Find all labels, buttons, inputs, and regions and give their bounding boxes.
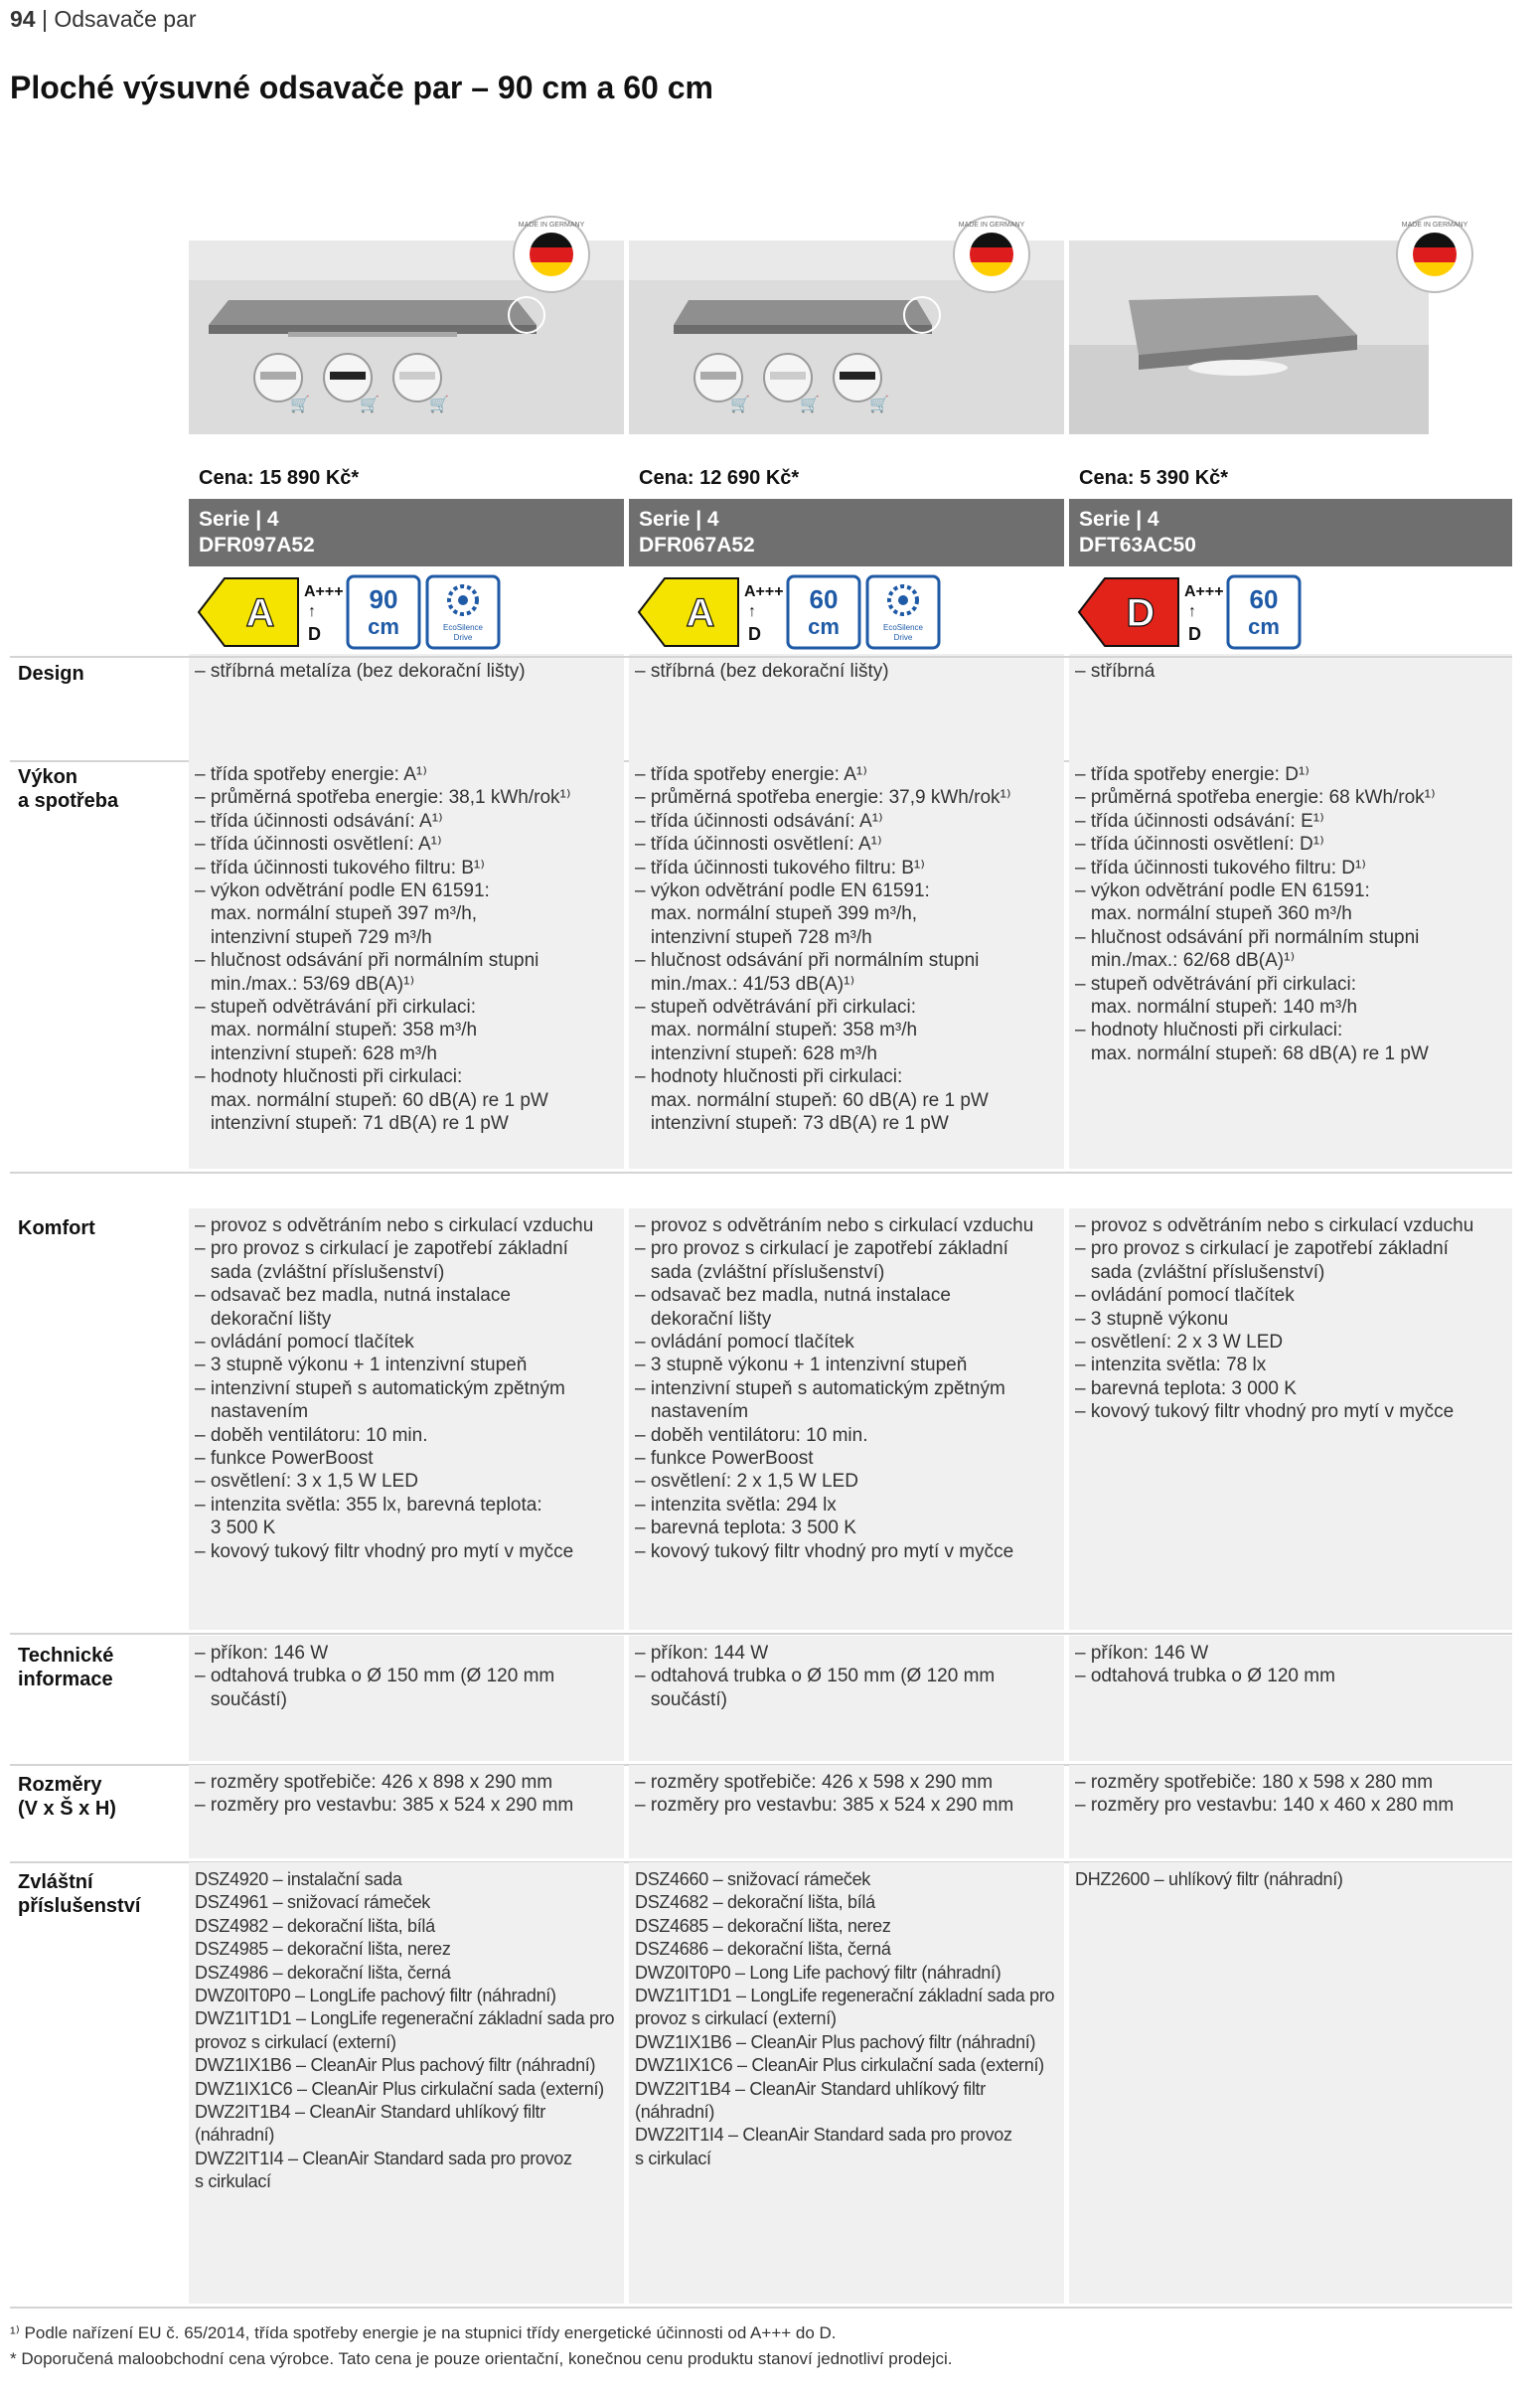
energy-class-label (639, 576, 784, 648)
svg-text:EcoSilence: EcoSilence (882, 623, 924, 632)
price-1: Cena: 15 890 Kč* (199, 467, 360, 489)
row-label-line: (V x Š x H) (18, 1798, 116, 1820)
footnote-energy: ¹⁾ Podle nařízení EU č. 65/2014, třída spotřeby energie je na stupnici třídy energetické účinnosti od A+++ do D. (10, 2323, 837, 2342)
spec-line: – rozměry spotřebiče: 180 x 598 x 280 mm (1075, 1772, 1434, 1793)
spec-line: max. normální stupeň 360 m³/h (1075, 903, 1352, 925)
spec-line: – rozměry pro vestavbu: 385 x 524 x 290 mm (635, 1795, 1014, 1817)
serie-header-1 (189, 499, 624, 566)
svg-text:60: 60 (1249, 584, 1279, 614)
spec-line: – 3 stupně výkonu (1075, 1308, 1229, 1330)
spec-line: – třída účinnosti odsávání: E¹⁾ (1075, 810, 1324, 832)
svg-text:A: A (245, 591, 275, 635)
spec-line: (náhradní) (195, 2125, 275, 2146)
spec-cell (629, 1771, 1064, 1818)
svg-text:A+++: A+++ (744, 583, 784, 600)
spec-line: – 3 stupně výkonu + 1 intenzivní stupeň (635, 1355, 968, 1376)
row-label-line: Design (18, 663, 84, 685)
spec-line: – odsavač bez madla, nutná instalace (635, 1285, 951, 1307)
spec-line: – odtahová trubka o Ø 150 mm (Ø 120 mm (635, 1666, 996, 1687)
spec-line: – průměrná spotřeba energie: 38,1 kWh/rok¹⁾ (195, 787, 571, 809)
svg-text:Drive: Drive (893, 633, 913, 642)
spec-line: – intenzita světla: 294 lx (635, 1494, 837, 1516)
spec-line: nastavením (195, 1401, 309, 1423)
spec-line: – třída spotřeby energie: D¹⁾ (1075, 764, 1309, 785)
svg-text:MADE IN GERMANY: MADE IN GERMANY (1401, 222, 1468, 229)
spec-cell (1069, 1214, 1512, 1424)
spec-line: – třída účinnosti osvětlení: A¹⁾ (635, 834, 882, 856)
spec-line: max. normální stupeň: 358 m³/h (195, 1020, 478, 1041)
spec-line: – ovládání pomocí tlačítek (195, 1332, 414, 1354)
spec-cell (629, 763, 1064, 1136)
spec-line: – výkon odvětrání podle EN 61591: (195, 880, 490, 902)
page-number: 94 (10, 6, 36, 32)
spec-line: – výkon odvětrání podle EN 61591: (1075, 880, 1370, 902)
svg-text:90: 90 (369, 584, 398, 614)
spec-line: – stříbrná (1075, 661, 1155, 682)
svg-text:D: D (308, 624, 321, 644)
spec-line: min./max.: 41/53 dB(A)¹⁾ (635, 973, 855, 995)
spec-line: – průměrná spotřeba energie: 68 kWh/rok¹⁾ (1075, 787, 1436, 809)
spec-line: – osvětlení: 2 x 3 W LED (1075, 1332, 1284, 1354)
spec-line: intenzivní stupeň: 628 m³/h (635, 1042, 877, 1064)
spec-line: DWZ1IX1C6 – CleanAir Plus cirkulační sada (externí) (635, 2055, 1044, 2076)
svg-text:EcoSilence: EcoSilence (442, 623, 484, 632)
footnote-price: * Doporučená maloobchodní cena výrobce. Tato cena je pouze orientační, konečnou cenu produktu stanoví jednotliví prodejci. (10, 2349, 953, 2368)
spec-line: – příkon: 144 W (635, 1643, 769, 1664)
spec-line: sada (zvláštní příslušenství) (1075, 1261, 1325, 1283)
ecosilence-drive-icon (427, 576, 499, 648)
spec-line: – rozměry pro vestavbu: 385 x 524 x 290 mm (195, 1795, 574, 1817)
spec-line: – osvětlení: 2 x 1,5 W LED (635, 1471, 858, 1493)
spec-line: – 3 stupně výkonu + 1 intenzivní stupeň (195, 1355, 528, 1376)
spec-line: DSZ4961 – snižovací rámeček (195, 1892, 431, 1913)
spec-line: max. normální stupeň 399 m³/h, (635, 903, 918, 925)
spec-line: – třída účinnosti tukového filtru: B¹⁾ (195, 857, 485, 878)
svg-text:D: D (748, 624, 761, 644)
spec-line: DSZ4660 – snižovací rámeček (635, 1869, 871, 1889)
spec-line: – intenzivní stupeň s automatickým zpětným (195, 1377, 565, 1399)
svg-text:cm: cm (808, 614, 840, 639)
spec-line: – stříbrná metalíza (bez dekorační lišty) (195, 661, 526, 682)
spec-line: sada (zvláštní příslušenství) (635, 1261, 885, 1283)
price-2: Cena: 12 690 Kč* (639, 467, 800, 489)
row-label-line: informace (18, 1669, 113, 1690)
spec-line: – hlučnost odsávání při normálním stupni (635, 950, 980, 972)
row-divider (10, 1633, 1512, 1635)
spec-cell (629, 1868, 1064, 2170)
spec-line: – barevná teplota: 3 500 K (635, 1517, 856, 1539)
width-icon (788, 576, 859, 648)
model-number: DFT63AC50 (1079, 534, 1196, 557)
labels-2 (629, 572, 1064, 652)
spec-line: – průměrná spotřeba energie: 37,9 kWh/rok¹⁾ (635, 787, 1011, 809)
spec-cell (189, 1214, 624, 1563)
spec-line: – pro provoz s cirkulací je zapotřebí základní (1075, 1238, 1449, 1260)
row-label-line: Rozměry (18, 1774, 102, 1796)
row-label (18, 1216, 95, 1240)
spec-cell (629, 1642, 1064, 1711)
spec-line: provoz s cirkulací (externí) (195, 2031, 396, 2052)
spec-line: – intenzita světla: 78 lx (1075, 1355, 1267, 1376)
product-image-3 (1069, 240, 1429, 434)
spec-cell (629, 660, 1064, 683)
spec-line: DSZ4982 – dekorační lišta, bílá (195, 1915, 435, 1936)
spec-line: – kovový tukový filtr vhodný pro mytí v myčce (635, 1540, 1014, 1562)
row-label-line: příslušenství (18, 1895, 141, 1917)
spec-line: – provoz s odvětráním nebo s cirkulací vzduchu (1075, 1215, 1474, 1236)
svg-text:🛒: 🛒 (869, 397, 889, 413)
spec-line: max. normální stupeň: 68 dB(A) re 1 pW (1075, 1042, 1429, 1064)
page-title: Ploché výsuvné odsavače par – 90 cm a 60 cm (10, 70, 713, 105)
spec-line: – třída účinnosti osvětlení: D¹⁾ (1075, 834, 1324, 856)
spec-line: – doběh ventilátoru: 10 min. (195, 1424, 428, 1446)
spec-line: DSZ4686 – dekorační lišta, černá (635, 1939, 891, 1960)
spec-line: – pro provoz s cirkulací je zapotřebí základní (195, 1238, 568, 1260)
svg-text:MADE IN GERMANY: MADE IN GERMANY (518, 222, 585, 229)
spec-line: – stupeň odvětrávání při cirkulaci: (635, 997, 917, 1019)
spec-line: – barevná teplota: 3 000 K (1075, 1377, 1297, 1399)
made-in-germany-badge-1 (512, 215, 591, 294)
row-divider (10, 2307, 1512, 2309)
width-icon (348, 576, 419, 648)
spec-line: min./max.: 62/68 dB(A)¹⁾ (1075, 950, 1296, 972)
svg-text:↑: ↑ (308, 603, 316, 620)
spec-line: – stupeň odvětrávání při cirkulaci: (1075, 973, 1357, 995)
spec-cell (1069, 763, 1512, 1065)
spec-line: DWZ2IT1B4 – CleanAir Standard uhlíkový filtr (195, 2102, 545, 2123)
spec-line: provoz s cirkulací (externí) (635, 2008, 837, 2029)
spec-line: DSZ4685 – dekorační lišta, nerez (635, 1915, 891, 1936)
spec-line: – rozměry pro vestavbu: 140 x 460 x 280 mm (1075, 1795, 1455, 1817)
energy-class-label (1079, 576, 1224, 648)
page-header (10, 6, 197, 33)
section-title: Odsavače par (54, 6, 197, 32)
made-in-germany-badge-3 (1395, 215, 1474, 294)
svg-text:Drive: Drive (453, 633, 473, 642)
row-label (18, 1773, 116, 1821)
svg-text:🛒: 🛒 (360, 397, 380, 413)
model-number: DFR067A52 (639, 534, 755, 557)
spec-line: DWZ1IT1D1 – LongLife regenerační základní sada pro (195, 2008, 615, 2029)
spec-line: – kovový tukový filtr vhodný pro mytí v myčce (1075, 1401, 1455, 1423)
spec-line: s cirkulací (195, 2171, 271, 2192)
table-top-divider (10, 656, 1512, 658)
spec-line: nastavením (635, 1401, 749, 1423)
row-label (18, 765, 118, 813)
spec-cell (189, 1868, 624, 2194)
spec-line: DWZ2IT1I4 – CleanAir Standard sada pro provoz (195, 2148, 572, 2168)
spec-line: max. normální stupeň: 60 dB(A) re 1 pW (635, 1089, 989, 1111)
spec-line: – odtahová trubka o Ø 120 mm (1075, 1666, 1335, 1687)
spec-line: – třída spotřeby energie: A¹⁾ (195, 764, 427, 785)
header-separator: | (41, 6, 48, 32)
spec-line: 3 500 K (195, 1517, 276, 1539)
spec-line: – třída účinnosti tukového filtru: B¹⁾ (635, 857, 925, 878)
row-label-line: Komfort (18, 1217, 95, 1239)
ecosilence-drive-icon (867, 576, 939, 648)
spec-line: DWZ0IT0P0 – Long Life pachový filtr (náhradní) (635, 1962, 1001, 1983)
spec-line: DWZ0IT0P0 – LongLife pachový filtr (náhradní) (195, 1986, 556, 2006)
labels-3 (1069, 572, 1512, 652)
spec-line: intenzivní stupeň 729 m³/h (195, 926, 432, 948)
svg-text:cm: cm (368, 614, 399, 639)
svg-text:↑: ↑ (1188, 603, 1196, 620)
serie-label: Serie | 4 (1079, 508, 1159, 531)
spec-line: DSZ4986 – dekorační lišta, černá (195, 1962, 451, 1983)
spec-line: – funkce PowerBoost (195, 1448, 374, 1470)
spec-line: max. normální stupeň 397 m³/h, (195, 903, 478, 925)
spec-line: intenzivní stupeň 728 m³/h (635, 926, 872, 948)
spec-line: DHZ2600 – uhlíkový filtr (náhradní) (1075, 1869, 1343, 1889)
energy-class-label (199, 576, 344, 648)
spec-line: – třída spotřeby energie: A¹⁾ (635, 764, 867, 785)
spec-line: – třída účinnosti osvětlení: A¹⁾ (195, 834, 442, 856)
spec-line: DWZ1IX1B6 – CleanAir Plus pachový filtr (náhradní) (635, 2031, 1036, 2052)
serie-header-2 (629, 499, 1064, 566)
spec-line: – hlučnost odsávání při normálním stupni (195, 950, 539, 972)
row-label (18, 1870, 140, 1918)
spec-line: – provoz s odvětráním nebo s cirkulací vzduchu (635, 1215, 1034, 1236)
spec-line: intenzivní stupeň: 73 dB(A) re 1 pW (635, 1113, 949, 1135)
spec-line: DWZ1IT1D1 – LongLife regenerační základní sada pro (635, 1986, 1055, 2006)
spec-line: max. normální stupeň: 60 dB(A) re 1 pW (195, 1089, 548, 1111)
spec-line: – ovládání pomocí tlačítek (635, 1332, 854, 1354)
spec-line: – hlučnost odsávání při normálním stupni (1075, 926, 1420, 948)
spec-line: – hodnoty hlučnosti při cirkulaci: (195, 1066, 463, 1088)
spec-line: intenzivní stupeň: 71 dB(A) re 1 pW (195, 1113, 509, 1135)
spec-line: intenzivní stupeň: 628 m³/h (195, 1042, 437, 1064)
spec-line: – rozměry spotřebiče: 426 x 898 x 290 mm (195, 1772, 553, 1793)
spec-line: – odtahová trubka o Ø 150 mm (Ø 120 mm (195, 1666, 555, 1687)
spec-cell (189, 1642, 624, 1711)
spec-cell (1069, 1771, 1512, 1818)
row-label-line: Výkon (18, 766, 78, 788)
spec-line: – stříbrná (bez dekorační lišty) (635, 661, 889, 682)
svg-text:↑: ↑ (748, 603, 756, 620)
svg-text:D: D (1126, 591, 1155, 635)
svg-text:🛒: 🛒 (429, 397, 449, 413)
spec-line: s cirkulací (635, 2148, 711, 2168)
spec-line: – třída účinnosti odsávání: A¹⁾ (635, 810, 883, 832)
spec-line: – kovový tukový filtr vhodný pro mytí v myčce (195, 1540, 574, 1562)
spec-line: sada (zvláštní příslušenství) (195, 1261, 445, 1283)
spec-line: dekorační lišty (635, 1308, 772, 1330)
row-label (18, 1644, 113, 1691)
spec-line: DSZ4985 – dekorační lišta, nerez (195, 1939, 451, 1960)
serie-header-3 (1069, 499, 1512, 566)
spec-line: DWZ2IT1B4 – CleanAir Standard uhlíkový filtr (635, 2078, 986, 2099)
spec-cell (629, 1214, 1064, 1563)
spec-line: – výkon odvětrání podle EN 61591: (635, 880, 930, 902)
row-divider (10, 1172, 1512, 1174)
spec-line: – příkon: 146 W (195, 1643, 329, 1664)
svg-text:🛒: 🛒 (290, 397, 310, 413)
spec-line: – třída účinnosti tukového filtru: D¹⁾ (1075, 857, 1366, 878)
spec-cell (1069, 1868, 1512, 1891)
spec-line: – příkon: 146 W (1075, 1643, 1209, 1664)
spec-line: – třída účinnosti odsávání: A¹⁾ (195, 810, 443, 832)
svg-text:🛒: 🛒 (800, 397, 820, 413)
price-3: Cena: 5 390 Kč* (1079, 467, 1229, 489)
serie-label: Serie | 4 (639, 508, 719, 531)
spec-line: – hodnoty hlučnosti při cirkulaci: (1075, 1020, 1343, 1041)
svg-text:A: A (686, 591, 715, 635)
labels-1 (189, 572, 624, 652)
spec-cell (189, 763, 624, 1136)
row-label-line: a spotřeba (18, 790, 119, 812)
spec-line: DSZ4920 – instalační sada (195, 1869, 402, 1889)
spec-line: – intenzita světla: 355 lx, barevná teplota: (195, 1494, 542, 1516)
spec-cell (189, 1771, 624, 1818)
svg-text:A+++: A+++ (304, 583, 344, 600)
spec-line: – ovládání pomocí tlačítek (1075, 1285, 1295, 1307)
svg-text:🛒: 🛒 (730, 397, 750, 413)
spec-line: – intenzivní stupeň s automatickým zpětným (635, 1377, 1005, 1399)
svg-text:A+++: A+++ (1184, 583, 1224, 600)
spec-cell (1069, 1642, 1512, 1688)
spec-line: dekorační lišty (195, 1308, 332, 1330)
svg-text:60: 60 (809, 584, 839, 614)
spec-line: max. normální stupeň: 140 m³/h (1075, 997, 1358, 1019)
spec-line: – stupeň odvětrávání při cirkulaci: (195, 997, 477, 1019)
serie-label: Serie | 4 (199, 508, 279, 531)
spec-line: součástí) (195, 1688, 287, 1710)
model-number: DFR097A52 (199, 534, 315, 557)
svg-text:D: D (1188, 624, 1201, 644)
spec-line: DSZ4682 – dekorační lišta, bílá (635, 1892, 875, 1913)
spec-line: min./max.: 53/69 dB(A)¹⁾ (195, 973, 415, 995)
svg-text:MADE IN GERMANY: MADE IN GERMANY (958, 222, 1025, 229)
row-label-line: Zvláštní (18, 1871, 93, 1893)
spec-line: – funkce PowerBoost (635, 1448, 814, 1470)
spec-cell (189, 660, 624, 683)
spec-line: – provoz s odvětráním nebo s cirkulací vzduchu (195, 1215, 594, 1236)
spec-line: DWZ2IT1I4 – CleanAir Standard sada pro provoz (635, 2125, 1012, 2146)
spec-cell (1069, 660, 1512, 683)
cell-background (1069, 1862, 1512, 2304)
made-in-germany-badge-2 (952, 215, 1031, 294)
spec-line: – pro provoz s cirkulací je zapotřebí základní (635, 1238, 1008, 1260)
spec-line: DWZ1IX1C6 – CleanAir Plus cirkulační sada (externí) (195, 2078, 604, 2099)
spec-line: – osvětlení: 3 x 1,5 W LED (195, 1471, 418, 1493)
spec-line: součástí) (635, 1688, 727, 1710)
spec-line: – hodnoty hlučnosti při cirkulaci: (635, 1066, 903, 1088)
svg-text:cm: cm (1248, 614, 1280, 639)
spec-line: DWZ1IX1B6 – CleanAir Plus pachový filtr (náhradní) (195, 2055, 596, 2076)
width-icon (1228, 576, 1300, 648)
spec-line: max. normální stupeň: 358 m³/h (635, 1020, 918, 1041)
spec-line: – rozměry spotřebiče: 426 x 598 x 290 mm (635, 1772, 994, 1793)
spec-line: (náhradní) (635, 2102, 715, 2123)
spec-line: – doběh ventilátoru: 10 min. (635, 1424, 868, 1446)
spec-line: – odsavač bez madla, nutná instalace (195, 1285, 511, 1307)
row-label-line: Technické (18, 1645, 114, 1667)
row-label (18, 662, 84, 686)
